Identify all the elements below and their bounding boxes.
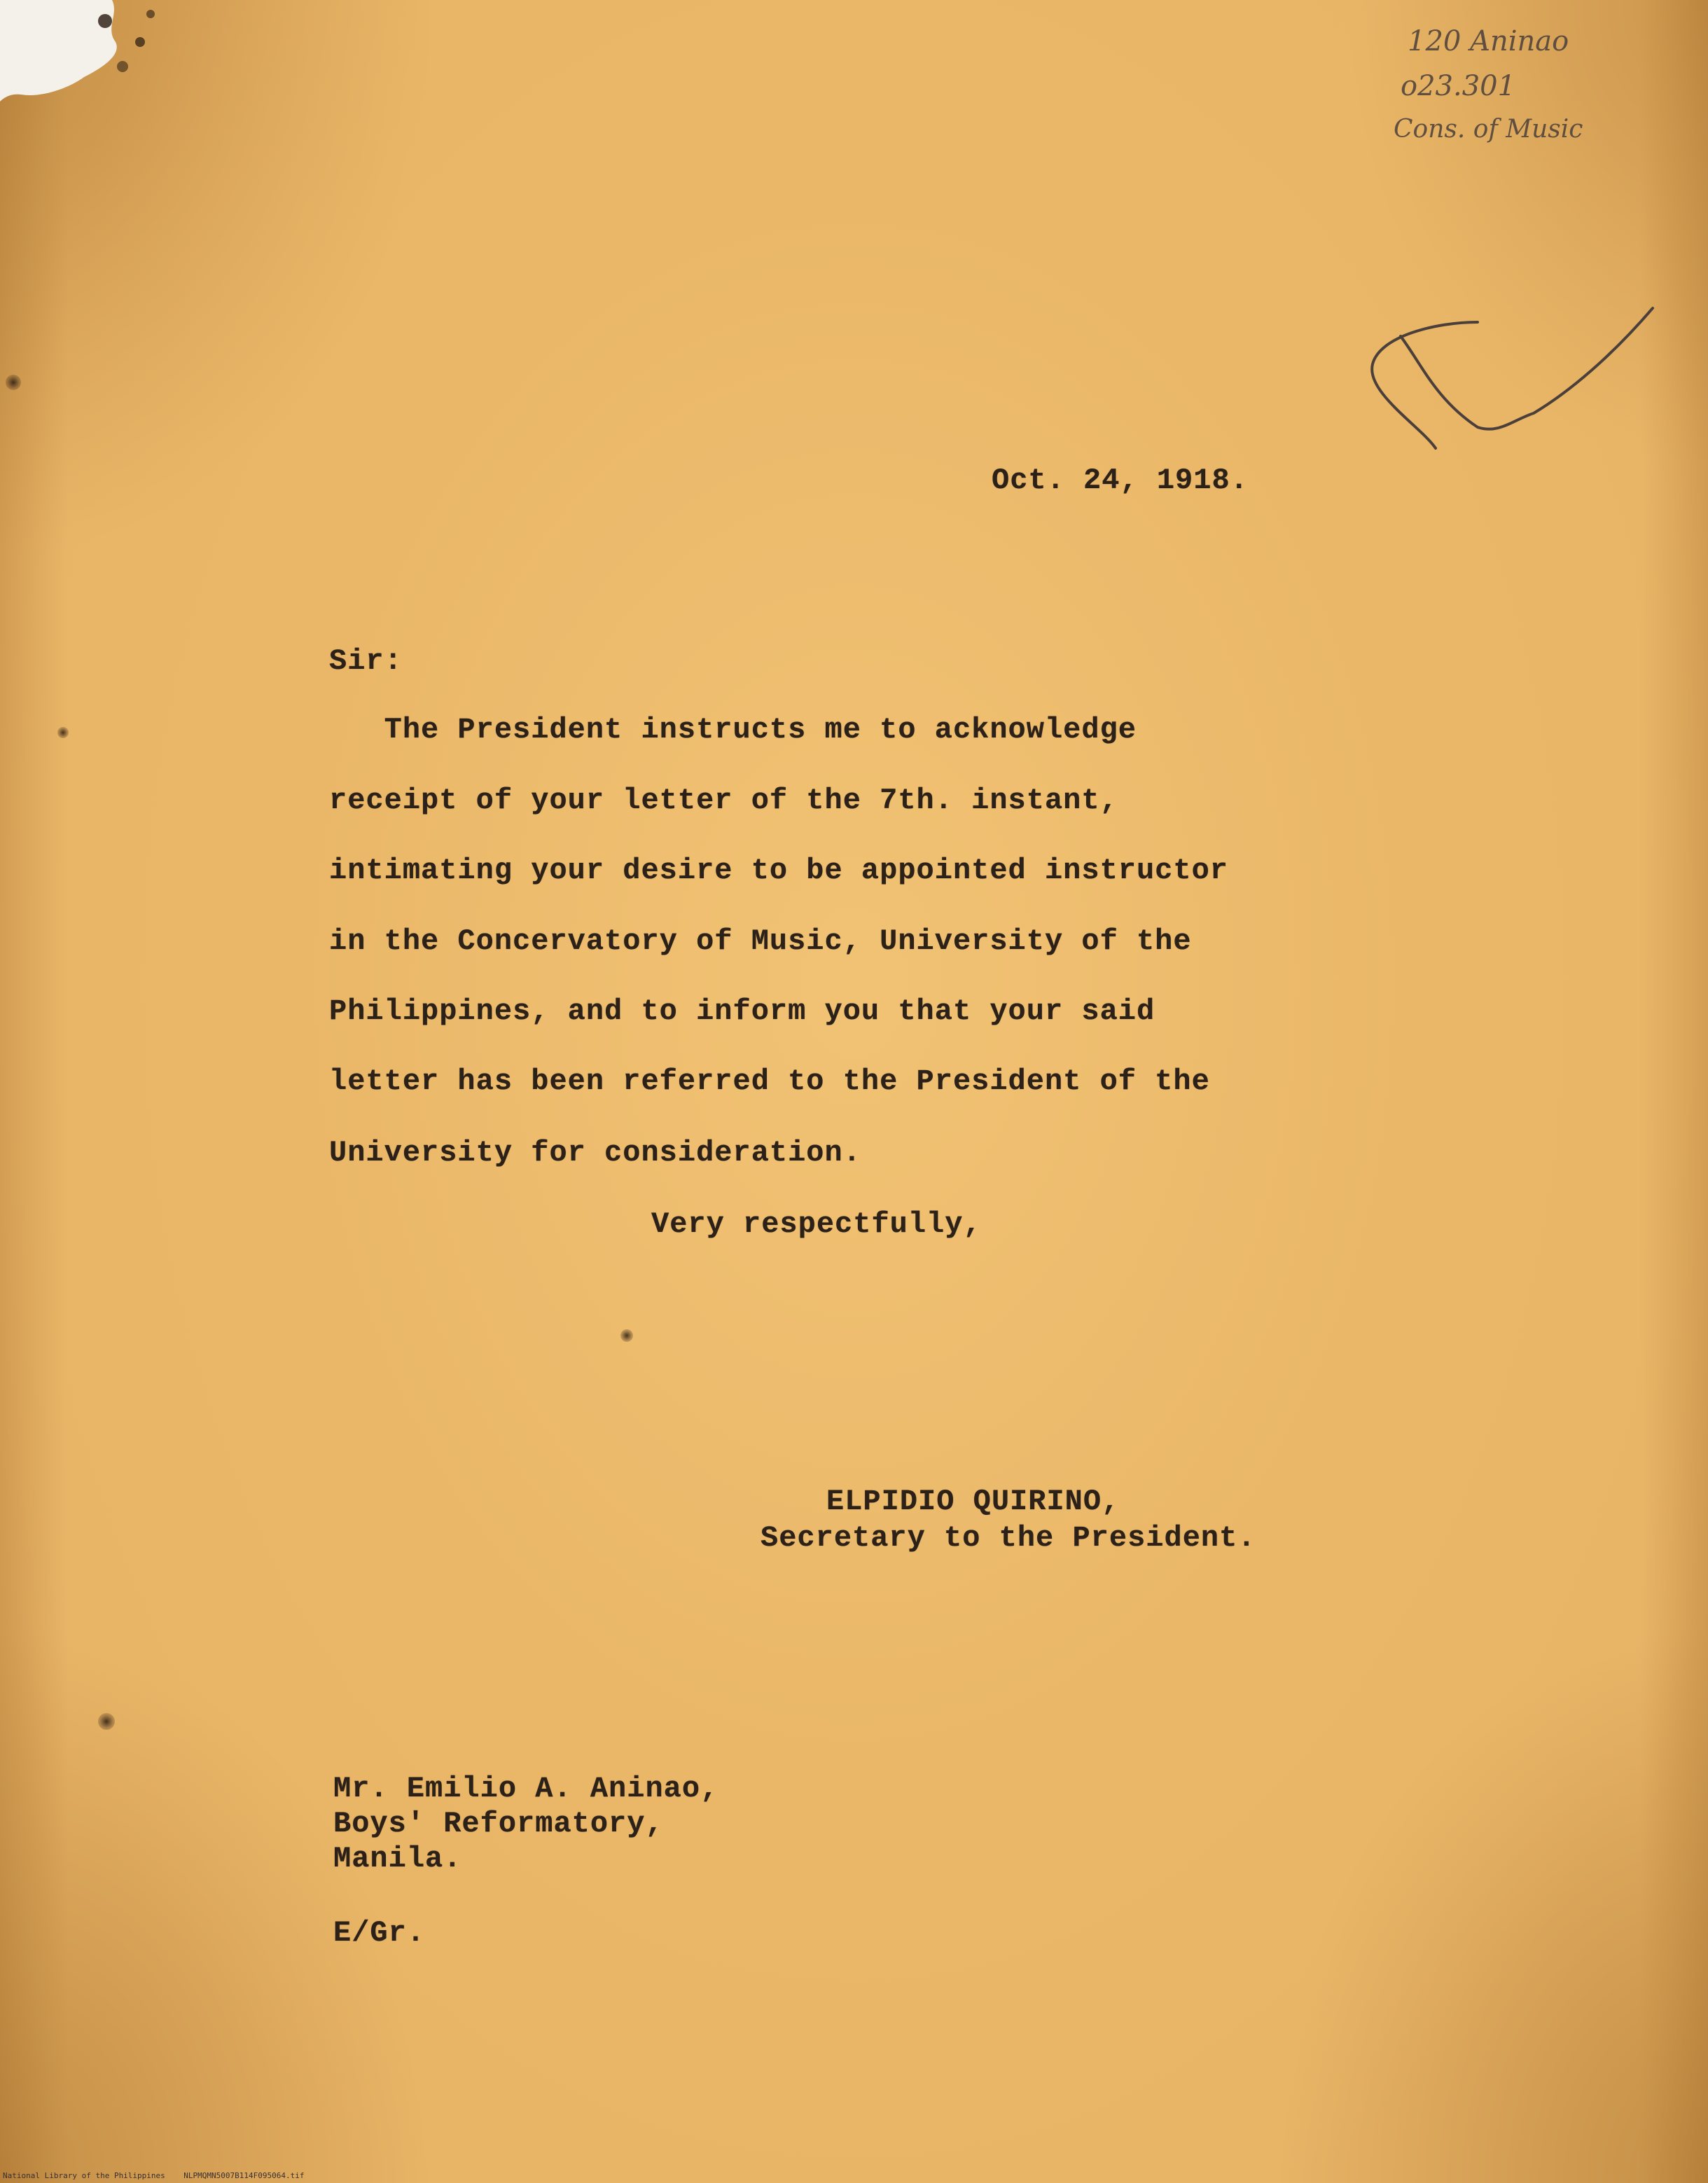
recipient-line: Mr. Emilio A. Aninao,: [333, 1772, 719, 1806]
body-line: letter has been referred to the President of the: [329, 1065, 1210, 1098]
salutation: Sir:: [329, 644, 403, 678]
ink-spot: [57, 727, 69, 738]
pencil-check-mark-icon: [1359, 294, 1667, 504]
handwritten-note-2: o23.301: [1401, 70, 1516, 102]
ink-spot: [6, 375, 21, 390]
reference-initials: E/Gr.: [333, 1916, 426, 1950]
handwritten-note-1: 120 Aninao: [1408, 25, 1569, 57]
recipient-line: Boys' Reformatory,: [333, 1807, 664, 1841]
body-line: in the Concervatory of Music, University of the: [329, 924, 1192, 958]
ink-spot: [620, 1329, 633, 1342]
letter-date: Oct. 24, 1918.: [992, 464, 1249, 497]
scan-footer: [3, 2171, 304, 2180]
body-line: intimating your desire to be appointed instructor: [329, 854, 1229, 887]
body-line: receipt of your letter of the 7th. instant,: [329, 784, 1118, 817]
body-line: University for consideration.: [329, 1136, 861, 1170]
body-line: Philippines, and to inform you that your said: [329, 995, 1155, 1028]
ink-spot: [98, 1713, 115, 1730]
recipient-line: Manila.: [333, 1842, 462, 1876]
file-id: NLPMQMN5007B114F095064.tif: [183, 2171, 305, 2180]
handwritten-note-3: Cons. of Music: [1394, 115, 1583, 144]
closing: Very respectfully,: [651, 1207, 982, 1241]
signature-name: ELPIDIO QUIRINO,: [826, 1485, 1120, 1518]
signature-title: Secretary to the President.: [761, 1521, 1256, 1555]
archive-label: National Library of the Philippines: [3, 2171, 165, 2180]
body-line: The President instructs me to acknowledge: [329, 713, 1137, 747]
torn-corner: [0, 0, 168, 119]
